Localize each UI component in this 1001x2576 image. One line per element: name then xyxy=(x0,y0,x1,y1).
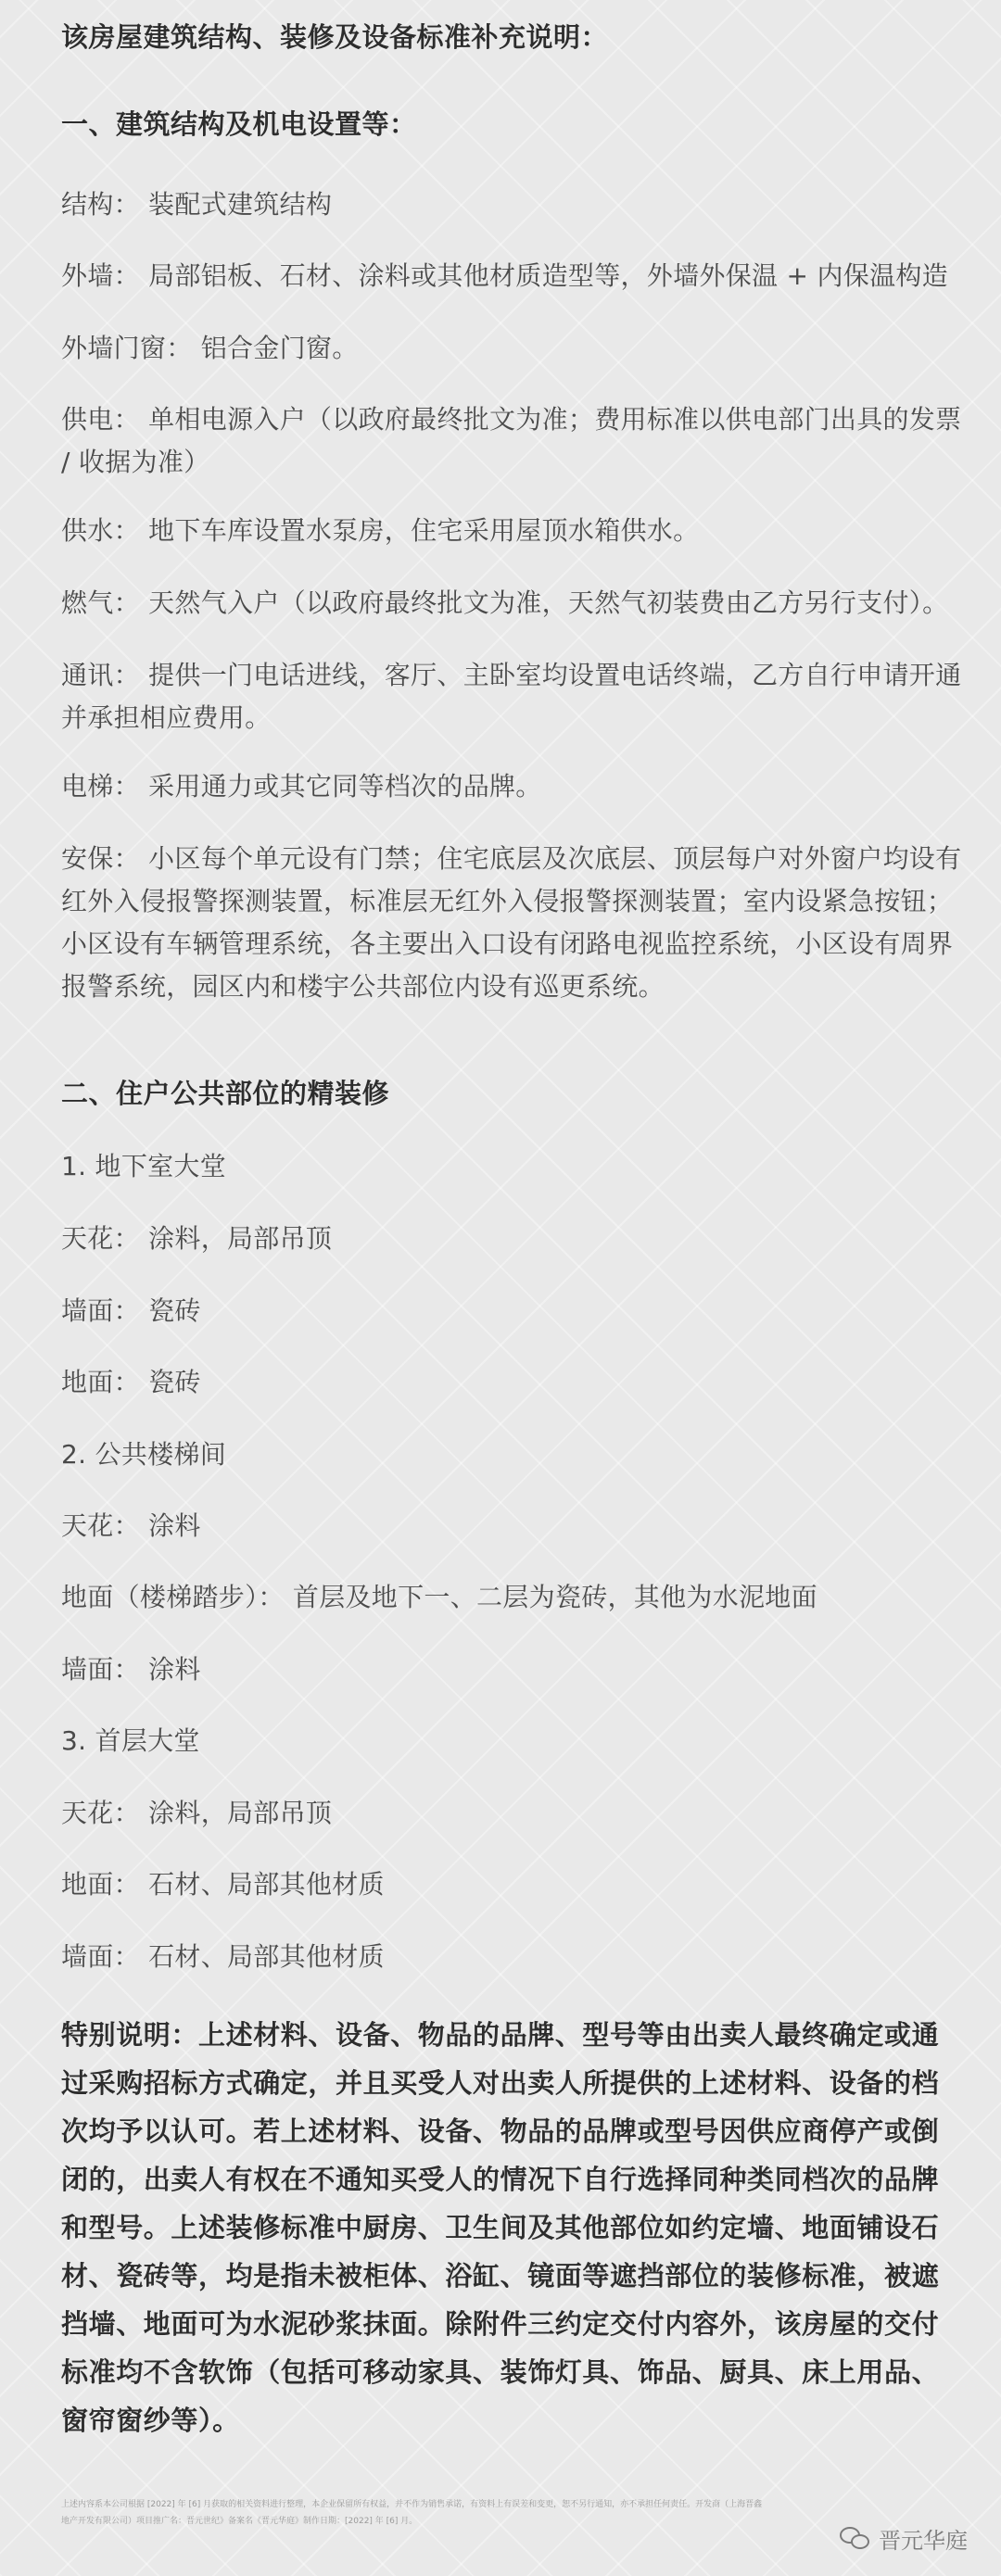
item-ceiling xyxy=(61,1792,964,1835)
item-security xyxy=(61,838,964,1008)
item-wall xyxy=(61,1648,964,1691)
spec-item: 外墙： 局部铝板、石材、涂料或其他材质造型等，外墙外保温 + 内保温构造 xyxy=(61,260,948,291)
subsection-ground-lobby xyxy=(61,1720,964,1762)
item-power-supply xyxy=(61,398,964,484)
spec-item: 外墙门窗： 铝合金门窗。 xyxy=(61,333,359,363)
item-exterior-windows xyxy=(61,327,964,370)
subsection-basement-lobby xyxy=(61,1145,964,1188)
item-elevator xyxy=(61,765,964,808)
spec-item: 地面： 瓷砖 xyxy=(61,1367,201,1397)
item-wall xyxy=(61,1936,964,1978)
spec-item: 供电： 单相电源入户（以政府最终批文为准；费用标准以供电部门出具的发票 / 收据为准） xyxy=(61,404,962,477)
subsection-title: 1. 地下室大堂 xyxy=(61,1151,227,1181)
item-floor xyxy=(61,1361,964,1404)
special-note: 特别说明：上述材料、设备、物品的品牌、型号等由出卖人最终确定或通过采购招标方式确定，并且买受人对出卖人所提供的上述材料、设备的档次均予以认可。若上述材料、设备、物品的品牌或型号因供应商停产或倒闭的，出卖人有权在不通知买受人的情况下自行选择同种类同档次的品牌和型号。上述装修标准中厨房、卫生间及其他部位如约定墙、地面铺设石材、瓷砖等，均是指未被柜体、浴缸、镜面等遮挡部位的装修标准，被遮挡墙、地面可为水泥砂浆抹面。除附件三约定交付内容外，该房屋的交付标准均不含软饰（包括可移动家具、装饰灯具、饰品、厨具、床上用品、窗帘窗纱等）。 xyxy=(61,2019,940,2436)
spec-item: 墙面： 涂料 xyxy=(61,1654,201,1685)
wechat-watermark xyxy=(840,2522,968,2555)
item-telecom xyxy=(61,654,964,739)
item-water-supply xyxy=(61,510,964,552)
spec-item: 电梯： 采用通力或其它同等档次的品牌。 xyxy=(61,771,542,802)
spec-item: 天花： 涂料，局部吊顶 xyxy=(61,1223,333,1254)
footer-disclaimer: 上述内容系本公司根据 [2022] 年 [6] 月获取的相关资料进行整理，本企业保留所有权益，并不作为销售承诺，有资料上有误差和变更，恕不另行通知，亦不承担任何责任。开发商（上海晋鑫地产开发有限公司）项目推广名：晋元世纪》备案名《晋元华庭》制作日期：[2022] 年 [6] 月。 xyxy=(61,2500,763,2526)
item-structure xyxy=(61,183,964,226)
document-title: 该房屋建筑结构、装修及设备标准补充说明： xyxy=(61,21,609,53)
spec-item: 通讯： 提供一门电话进线，客厅、主卧室均设置电话终端，乙方自行申请开通并承担相应费用。 xyxy=(61,660,962,733)
watermark-text: 晋元华庭 xyxy=(879,2528,968,2554)
item-ceiling xyxy=(61,1218,964,1260)
section-heading: 二、住户公共部位的精装修 xyxy=(61,1078,390,1109)
spec-item: 墙面： 瓷砖 xyxy=(61,1295,201,1326)
section-public-areas xyxy=(61,1073,964,1111)
spec-item: 燃气： 天然气入户（以政府最终批文为准，天然气初装费由乙方另行支付）。 xyxy=(61,587,949,618)
section-heading: 一、建筑结构及机电设置等： xyxy=(61,108,417,140)
section-building-structure xyxy=(61,104,964,142)
spec-item: 结构： 装配式建筑结构 xyxy=(61,189,333,220)
item-wall xyxy=(61,1290,964,1332)
spec-item: 墙面： 石材、局部其他材质 xyxy=(61,1941,385,1972)
item-ceiling xyxy=(61,1505,964,1547)
item-exterior-wall xyxy=(61,255,964,297)
subsection-stairwell xyxy=(61,1433,964,1476)
spec-item: 地面： 石材、局部其他材质 xyxy=(61,1869,385,1900)
spec-item: 地面（楼梯踏步）： 首层及地下一、二层为瓷砖，其他为水泥地面 xyxy=(61,1582,817,1612)
item-floor-stairs xyxy=(61,1576,964,1619)
spec-item: 天花： 涂料 xyxy=(61,1510,201,1541)
item-gas xyxy=(61,582,964,625)
spec-item: 天花： 涂料，局部吊顶 xyxy=(61,1798,333,1828)
spec-item: 安保： 小区每个单元设有门禁；住宅底层及次底层、顶层每户对外窗户均设有红外入侵报警探测装置，标准层无红外入侵报警探测装置；室内设紧急按钮；小区设有车辆管理系统，各主要出入口设有闭路电视监控系统，小区设有周界报警系统，园区内和楼宇公共部位内设有巡更系统。 xyxy=(61,843,962,1002)
spec-item: 供水： 地下车库设置水泵房，住宅采用屋顶水箱供水。 xyxy=(61,515,700,546)
subsection-title: 2. 公共楼梯间 xyxy=(61,1439,227,1470)
wechat-icon xyxy=(840,2527,871,2551)
item-floor xyxy=(61,1863,964,1906)
subsection-title: 3. 首层大堂 xyxy=(61,1725,200,1756)
